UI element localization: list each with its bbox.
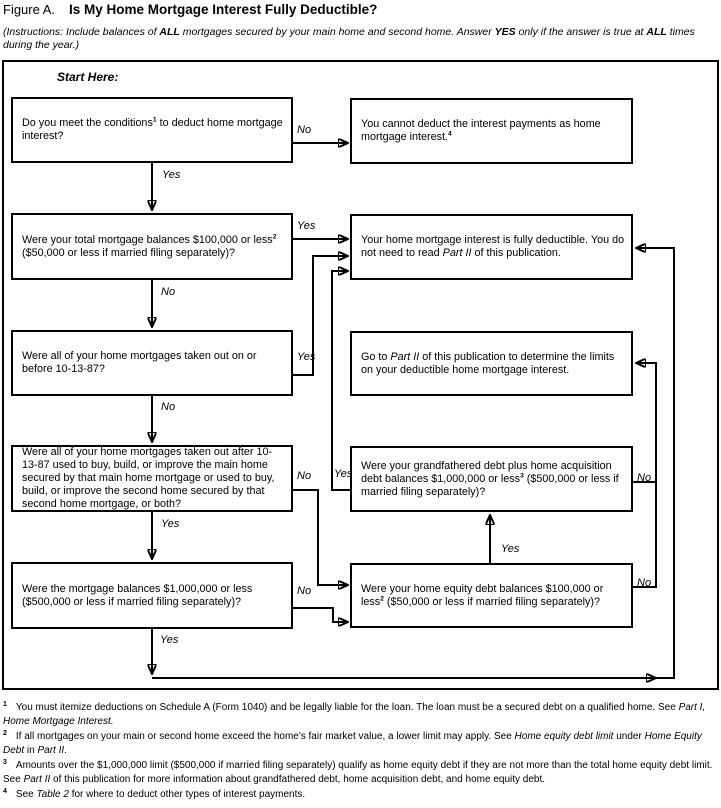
footnote-3-text: Amounts over the $1,000,000 limit ($500,000 if married filing separately) qualify as home equity debt if they are not more than the total home equity debt limit. See Part II of this publication for more information about grandfathered debt, home acquisition debt, and home equity debt. — [3, 760, 713, 785]
flow-box-cannot-deduct — [350, 98, 633, 164]
figure-label: Figure A. — [3, 2, 56, 17]
footnote-3-marker: 3 — [3, 758, 7, 766]
footnote-1-marker: 1 — [3, 700, 7, 708]
flow-box-grandfathered-text: Were your grandfathered debt plus home acquisition debt balances $1,000,000 or less$^3$ ($500,000 or less if married filing separately)? — [361, 459, 619, 498]
instructions-note: (Instructions: Include balances of ALL mortgages secured by your main home and second home. Answer YES only if the answer is true at ALL times during the year.) — [3, 26, 695, 51]
flow-box-fully-deductible-text: Your home mortgage interest is fully deductible. You do not need to read Part II of this publication. — [361, 234, 625, 259]
flow-box-go-part2 — [350, 331, 633, 396]
flow-box-fully-deductible — [350, 214, 633, 280]
footnote-4-text: See Table 2 for where to deduct other types of interest payments. — [15, 789, 306, 800]
flow-box-go-part2-text: Go to Part II of this publication to determine the limits on your deductible home mortgage interest. — [361, 350, 615, 376]
flow-box-after-101387 — [11, 445, 293, 512]
edge-label-home-equity-no: No — [637, 577, 652, 589]
footnote-2-marker: 2 — [3, 729, 7, 737]
flow-box-conditions — [11, 97, 293, 163]
connector-after-no — [293, 490, 347, 585]
edge-label-before-yes: Yes — [297, 351, 316, 363]
edge-label-total-yes: Yes — [297, 220, 316, 232]
edge-label-home-equity-yes: Yes — [501, 543, 520, 555]
flow-box-million-balances — [11, 562, 293, 629]
edge-label-before-no: No — [161, 401, 176, 413]
page-title — [3, 2, 377, 17]
flow-box-million-balances-text: Were the mortgage balances $1,000,000 or less ($500,000 or less if married filing separately)? — [22, 582, 253, 608]
flow-box-total-balances — [11, 213, 293, 280]
footnote-1-text: You must itemize deductions on Schedule A (Form 1040) and be legally liable for the loan. The loan must be a secured debt on a qualified home. See Part I, Home Mortgage Interest. — [3, 702, 706, 727]
edge-label-grandfathered-no: No — [637, 472, 652, 484]
edge-label-conditions-no: No — [297, 124, 312, 136]
flow-box-cannot-deduct-text: You cannot deduct the interest payments as home mortgage interest.$^4$ — [361, 118, 601, 143]
flow-box-before-101387-text: Were all of your home mortgages taken out on or before 10-13-87? — [22, 350, 257, 375]
footnote-2-text: If all mortgages on your main or second home exceed the home's fair market value, a lower limit may apply. See Home equity debt limit under Home Equity Debt in Part II. — [3, 731, 702, 756]
flowchart-panel — [2, 60, 719, 690]
connector-grandfathered-yes — [332, 271, 351, 490]
edge-label-grandfathered-yes: Yes — [334, 468, 353, 480]
flow-box-after-101387-text: Were all of your home mortgages taken out after 10-13-87 used to buy, build, or improve the main home secured by that main home mortgage or used to buy, build, or improve the second home secured by that second home mortgage, or both? — [22, 446, 275, 510]
edge-label-million-no: No — [297, 585, 312, 597]
edge-label-after-no: No — [297, 470, 312, 482]
footnotes-section — [3, 701, 715, 804]
flow-box-grandfathered — [350, 446, 633, 512]
flow-box-conditions-text: Do you meet the conditions$^1$ to deduct home mortgage interest? — [22, 116, 283, 142]
edge-label-conditions-yes: Yes — [162, 169, 181, 181]
footnote-3 — [3, 759, 715, 786]
edge-label-million-yes: Yes — [160, 634, 179, 646]
footnote-4 — [3, 788, 715, 802]
flow-box-home-equity-text: Were your home equity debt balances $100,000 or less$^2$ ($50,000 or less if married filing separately)? — [361, 582, 604, 608]
footnote-1 — [3, 701, 715, 728]
start-here-label: Start Here: — [57, 70, 119, 84]
edge-label-after-yes: Yes — [161, 518, 180, 530]
footnote-2 — [3, 730, 715, 757]
edge-label-total-no: No — [161, 286, 176, 298]
flow-box-total-balances-text: Were your total mortgage balances $100,000 or less$^2$ ($50,000 or less if married filing separately)? — [22, 232, 277, 259]
connector-million-no — [293, 608, 347, 622]
footnote-4-marker: 4 — [3, 787, 7, 795]
flow-box-before-101387 — [11, 330, 293, 396]
figure-title: Is My Home Mortgage Interest Fully Deductible? — [69, 2, 378, 17]
flow-box-home-equity — [350, 563, 633, 628]
